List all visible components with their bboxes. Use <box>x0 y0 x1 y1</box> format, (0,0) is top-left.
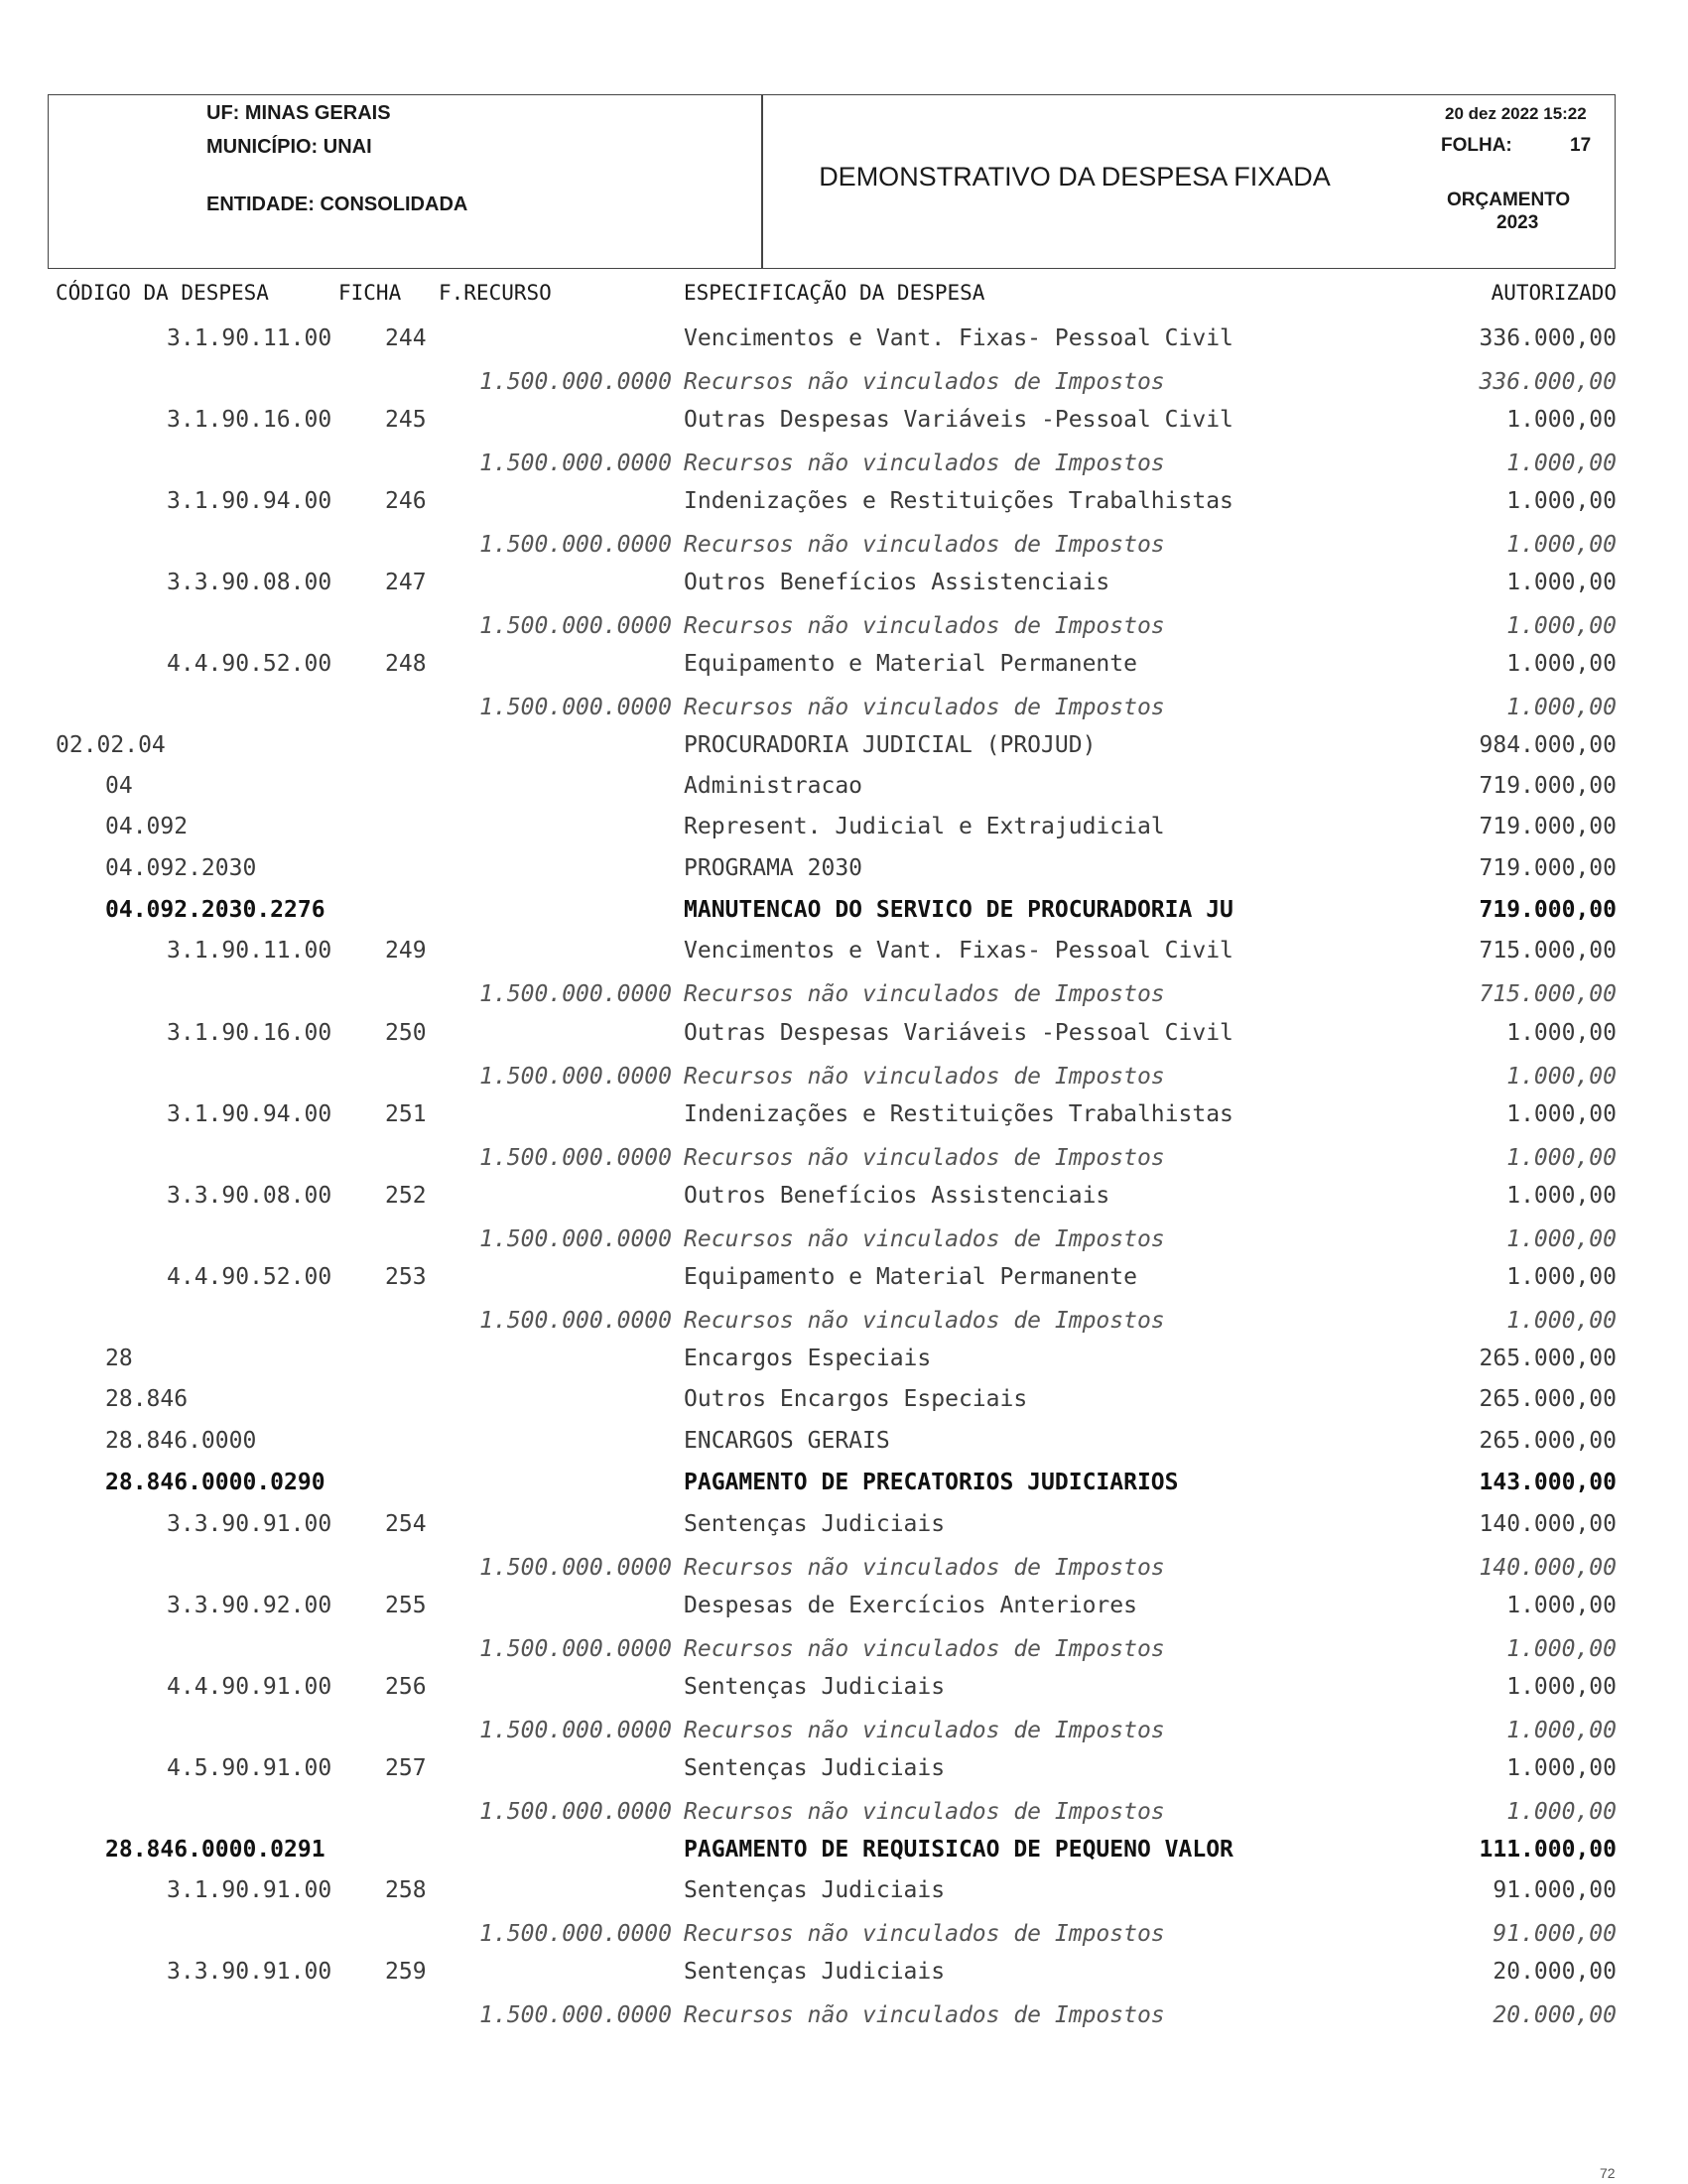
expense-row <box>0 1511 1688 1543</box>
expense-description: Encargos Especiais <box>684 1346 932 1371</box>
expense-description: Outras Despesas Variáveis -Pessoal Civil <box>684 407 1234 433</box>
resource-row <box>0 450 1688 482</box>
expense-code: 28.846.0000 <box>105 1428 257 1454</box>
authorized-value: 140.000,00 <box>1479 1511 1617 1537</box>
expense-code: 3.1.90.94.00 <box>167 488 332 514</box>
expense-code: 28 <box>105 1346 133 1371</box>
expense-ficha: 252 <box>385 1183 427 1209</box>
authorized-value: 1.000,00 <box>1506 651 1617 677</box>
expense-description: ENCARGOS GERAIS <box>684 1428 890 1454</box>
authorized-value: 1.000,00 <box>1506 1264 1617 1290</box>
authorized-value: 336.000,00 <box>1479 369 1617 395</box>
expense-description: Administracao <box>684 773 863 799</box>
expense-ficha: 254 <box>385 1511 427 1537</box>
expense-row <box>0 488 1688 520</box>
expense-row <box>0 1877 1688 1909</box>
expense-ficha: 249 <box>385 938 427 964</box>
expense-description: Outros Benefícios Assistenciais <box>684 1183 1110 1209</box>
expense-description: Despesas de Exercícios Anteriores <box>684 1593 1137 1618</box>
authorized-value: 1.000,00 <box>1506 1101 1617 1127</box>
expense-code: 28.846.0000.0291 <box>105 1837 325 1863</box>
resource-code: 1.500.000.0000 <box>479 695 672 720</box>
authorized-value: 719.000,00 <box>1479 814 1617 839</box>
authorized-value: 91.000,00 <box>1493 1877 1617 1903</box>
authorized-value: 1.000,00 <box>1506 695 1617 720</box>
expense-description: Indenizações e Restituições Trabalhistas <box>684 1101 1234 1127</box>
uf-label: UF: MINAS GERAIS <box>206 102 391 124</box>
expense-description: PAGAMENTO DE REQUISICAO DE PEQUENO VALOR <box>684 1837 1234 1863</box>
expense-row <box>0 1755 1688 1787</box>
authorized-value: 1.000,00 <box>1506 1799 1617 1825</box>
resource-row <box>0 1226 1688 1258</box>
authorized-value: 1.000,00 <box>1506 1226 1617 1252</box>
resource-code: 1.500.000.0000 <box>479 369 672 395</box>
expense-code: 28.846 <box>105 1386 189 1412</box>
expense-description: Recursos não vinculados de Impostos <box>684 369 1165 395</box>
authorized-value: 265.000,00 <box>1479 1346 1617 1371</box>
expense-row <box>0 855 1688 887</box>
authorized-value: 140.000,00 <box>1479 1555 1617 1581</box>
municipio-label: MUNICÍPIO: UNAI <box>206 136 372 158</box>
resource-code: 1.500.000.0000 <box>479 1636 672 1662</box>
authorized-value: 1.000,00 <box>1506 1674 1617 1700</box>
expense-description: Vencimentos e Vant. Fixas- Pessoal Civil <box>684 325 1234 351</box>
expense-description: Vencimentos e Vant. Fixas- Pessoal Civil <box>684 938 1234 964</box>
authorized-value: 715.000,00 <box>1479 981 1617 1007</box>
resource-row <box>0 695 1688 726</box>
col-header-codigo: CÓDIGO DA DESPESA <box>56 281 269 305</box>
authorized-value: 719.000,00 <box>1479 897 1617 923</box>
expense-description: Represent. Judicial e Extrajudicial <box>684 814 1165 839</box>
expense-row <box>0 1593 1688 1624</box>
entidade-label: ENTIDADE: CONSOLIDADA <box>206 193 468 215</box>
resource-row <box>0 369 1688 401</box>
authorized-value: 1.000,00 <box>1506 450 1617 476</box>
expense-row <box>0 1674 1688 1706</box>
report-title: DEMONSTRATIVO DA DESPESA FIXADA <box>819 162 1331 192</box>
expense-code: 3.3.90.92.00 <box>167 1593 332 1618</box>
expense-description: Recursos não vinculados de Impostos <box>684 450 1165 476</box>
authorized-value: 719.000,00 <box>1479 855 1617 881</box>
authorized-value: 1.000,00 <box>1506 613 1617 639</box>
expense-row <box>0 1346 1688 1377</box>
expense-description: Recursos não vinculados de Impostos <box>684 1555 1165 1581</box>
expense-row <box>0 773 1688 805</box>
resource-code: 1.500.000.0000 <box>479 2002 672 2028</box>
authorized-value: 143.000,00 <box>1479 1470 1617 1495</box>
expense-code: 3.3.90.91.00 <box>167 1959 332 1985</box>
authorized-value: 111.000,00 <box>1479 1837 1617 1863</box>
expense-description: Outros Benefícios Assistenciais <box>684 570 1110 595</box>
expense-row <box>0 1183 1688 1215</box>
expense-ficha: 251 <box>385 1101 427 1127</box>
expense-row <box>0 570 1688 601</box>
resource-row <box>0 981 1688 1013</box>
authorized-value: 1.000,00 <box>1506 1064 1617 1090</box>
resource-code: 1.500.000.0000 <box>479 1064 672 1090</box>
expense-code: 3.1.90.91.00 <box>167 1877 332 1903</box>
expense-description: Outros Encargos Especiais <box>684 1386 1028 1412</box>
expense-description: Sentenças Judiciais <box>684 1877 946 1903</box>
report-datetime: 20 dez 2022 15:22 <box>1445 104 1587 123</box>
resource-row <box>0 1921 1688 1953</box>
expense-description: Recursos não vinculados de Impostos <box>684 1308 1165 1334</box>
expense-code: 04.092 <box>105 814 189 839</box>
resource-code: 1.500.000.0000 <box>479 1718 672 1743</box>
expense-description: Sentenças Judiciais <box>684 1674 946 1700</box>
resource-row <box>0 1799 1688 1831</box>
authorized-value: 719.000,00 <box>1479 773 1617 799</box>
expense-row <box>0 897 1688 929</box>
col-header-frecurso: F.RECURSO <box>439 281 552 305</box>
expense-code: 3.3.90.08.00 <box>167 570 332 595</box>
authorized-value: 1.000,00 <box>1506 1593 1617 1618</box>
expense-code: 3.3.90.91.00 <box>167 1511 332 1537</box>
orcamento-label: ORÇAMENTO <box>1447 190 1571 210</box>
authorized-value: 984.000,00 <box>1479 732 1617 758</box>
expense-description: Recursos não vinculados de Impostos <box>684 1718 1165 1743</box>
expense-ficha: 258 <box>385 1877 427 1903</box>
orcamento-year: 2023 <box>1496 212 1539 233</box>
expense-description: Equipamento e Material Permanente <box>684 1264 1137 1290</box>
expense-description: Sentenças Judiciais <box>684 1755 946 1781</box>
resource-row <box>0 1555 1688 1587</box>
expense-description: Equipamento e Material Permanente <box>684 651 1137 677</box>
authorized-value: 1.000,00 <box>1506 488 1617 514</box>
resource-row <box>0 613 1688 645</box>
expense-description: Recursos não vinculados de Impostos <box>684 695 1165 720</box>
resource-row <box>0 2002 1688 2034</box>
resource-code: 1.500.000.0000 <box>479 981 672 1007</box>
expense-code: 02.02.04 <box>56 732 166 758</box>
authorized-value: 20.000,00 <box>1493 2002 1617 2028</box>
expense-description: Recursos não vinculados de Impostos <box>684 2002 1165 2028</box>
authorized-value: 1.000,00 <box>1506 1755 1617 1781</box>
authorized-value: 91.000,00 <box>1493 1921 1617 1947</box>
expense-row <box>0 938 1688 969</box>
expense-row <box>0 407 1688 439</box>
expense-description: Sentenças Judiciais <box>684 1511 946 1537</box>
authorized-value: 1.000,00 <box>1506 1183 1617 1209</box>
authorized-value: 1.000,00 <box>1506 407 1617 433</box>
expense-row <box>0 1020 1688 1052</box>
resource-code: 1.500.000.0000 <box>479 1555 672 1581</box>
resource-code: 1.500.000.0000 <box>479 1921 672 1947</box>
expense-description: Recursos não vinculados de Impostos <box>684 1226 1165 1252</box>
col-header-autorizado: AUTORIZADO <box>1491 281 1617 305</box>
authorized-value: 265.000,00 <box>1479 1386 1617 1412</box>
expense-ficha: 255 <box>385 1593 427 1618</box>
authorized-value: 1.000,00 <box>1506 1636 1617 1662</box>
expense-ficha: 246 <box>385 488 427 514</box>
expense-row <box>0 651 1688 683</box>
expense-row <box>0 814 1688 845</box>
expense-ficha: 245 <box>385 407 427 433</box>
expense-description: Indenizações e Restituições Trabalhistas <box>684 488 1234 514</box>
expense-code: 3.1.90.94.00 <box>167 1101 332 1127</box>
authorized-value: 336.000,00 <box>1479 325 1617 351</box>
expense-row <box>0 325 1688 357</box>
expense-ficha: 244 <box>385 325 427 351</box>
resource-code: 1.500.000.0000 <box>479 1799 672 1825</box>
expense-ficha: 256 <box>385 1674 427 1700</box>
authorized-value: 20.000,00 <box>1493 1959 1617 1985</box>
expense-code: 3.1.90.11.00 <box>167 325 332 351</box>
expense-row <box>0 732 1688 764</box>
authorized-value: 1.000,00 <box>1506 1308 1617 1334</box>
expense-ficha: 253 <box>385 1264 427 1290</box>
authorized-value: 1.000,00 <box>1506 1718 1617 1743</box>
authorized-value: 1.000,00 <box>1506 1020 1617 1046</box>
expense-row <box>0 1470 1688 1501</box>
expense-row <box>0 1386 1688 1418</box>
expense-code: 3.1.90.16.00 <box>167 407 332 433</box>
expense-description: Recursos não vinculados de Impostos <box>684 981 1165 1007</box>
expense-description: Recursos não vinculados de Impostos <box>684 1799 1165 1825</box>
authorized-value: 715.000,00 <box>1479 938 1617 964</box>
expense-description: MANUTENCAO DO SERVICO DE PROCURADORIA JU <box>684 897 1234 923</box>
resource-row <box>0 532 1688 564</box>
expense-description: Recursos não vinculados de Impostos <box>684 1921 1165 1947</box>
expense-code: 28.846.0000.0290 <box>105 1470 325 1495</box>
resource-row <box>0 1308 1688 1340</box>
expense-code: 3.1.90.16.00 <box>167 1020 332 1046</box>
expense-description: Recursos não vinculados de Impostos <box>684 613 1165 639</box>
expense-ficha: 259 <box>385 1959 427 1985</box>
expense-row <box>0 1959 1688 1991</box>
expense-ficha: 247 <box>385 570 427 595</box>
folha-number: 17 <box>1570 135 1592 156</box>
expense-code: 04.092.2030 <box>105 855 257 881</box>
expense-description: Outras Despesas Variáveis -Pessoal Civil <box>684 1020 1234 1046</box>
expense-row <box>0 1837 1688 1868</box>
expense-description: Recursos não vinculados de Impostos <box>684 532 1165 558</box>
col-header-especificacao: ESPECIFICAÇÃO DA DESPESA <box>684 281 985 305</box>
expense-description: Recursos não vinculados de Impostos <box>684 1064 1165 1090</box>
resource-row <box>0 1064 1688 1095</box>
expense-ficha: 250 <box>385 1020 427 1046</box>
expense-code: 04.092.2030.2276 <box>105 897 325 923</box>
expense-description: PAGAMENTO DE PRECATORIOS JUDICIARIOS <box>684 1470 1179 1495</box>
resource-code: 1.500.000.0000 <box>479 450 672 476</box>
expense-code: 4.5.90.91.00 <box>167 1755 332 1781</box>
expense-code: 3.3.90.08.00 <box>167 1183 332 1209</box>
resource-row <box>0 1145 1688 1177</box>
resource-code: 1.500.000.0000 <box>479 1308 672 1334</box>
expense-code: 3.1.90.11.00 <box>167 938 332 964</box>
expense-row <box>0 1428 1688 1460</box>
expense-code: 4.4.90.52.00 <box>167 651 332 677</box>
expense-description: Recursos não vinculados de Impostos <box>684 1145 1165 1171</box>
resource-code: 1.500.000.0000 <box>479 1226 672 1252</box>
expense-ficha: 257 <box>385 1755 427 1781</box>
resource-code: 1.500.000.0000 <box>479 532 672 558</box>
expense-code: 4.4.90.91.00 <box>167 1674 332 1700</box>
folha-label: FOLHA: <box>1441 135 1512 156</box>
expense-code: 04 <box>105 773 133 799</box>
resource-row <box>0 1636 1688 1668</box>
expense-row <box>0 1264 1688 1296</box>
resource-row <box>0 1718 1688 1749</box>
expense-description: Sentenças Judiciais <box>684 1959 946 1985</box>
authorized-value: 1.000,00 <box>1506 1145 1617 1171</box>
resource-code: 1.500.000.0000 <box>479 613 672 639</box>
expense-ficha: 248 <box>385 651 427 677</box>
resource-code: 1.500.000.0000 <box>479 1145 672 1171</box>
expense-description: PROCURADORIA JUDICIAL (PROJUD) <box>684 732 1097 758</box>
col-header-ficha: FICHA <box>338 281 402 305</box>
authorized-value: 265.000,00 <box>1479 1428 1617 1454</box>
page-number: 72 <box>1600 2165 1616 2181</box>
expense-description: PROGRAMA 2030 <box>684 855 863 881</box>
authorized-value: 1.000,00 <box>1506 532 1617 558</box>
expense-row <box>0 1101 1688 1133</box>
authorized-value: 1.000,00 <box>1506 570 1617 595</box>
expense-description: Recursos não vinculados de Impostos <box>684 1636 1165 1662</box>
expense-code: 4.4.90.52.00 <box>167 1264 332 1290</box>
